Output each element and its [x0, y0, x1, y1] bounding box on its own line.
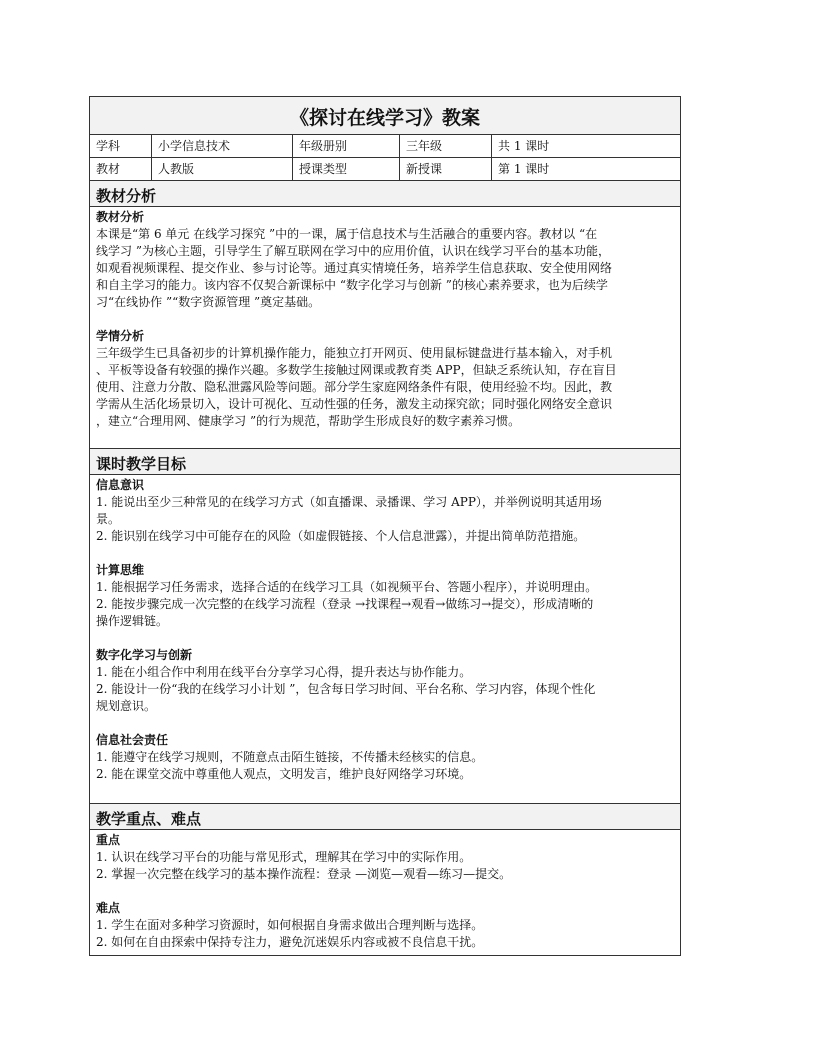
text-line: 如观看视频课程、提交作业、参与讨论等。通过真实情境任务，培养学生信息获取、安全使用网络 [96, 261, 613, 275]
info-cell: 共 1 课时 [498, 139, 550, 153]
section-body [90, 207, 680, 430]
info-cell: 新授课 [400, 158, 492, 180]
text-line: 规划意识。 [96, 699, 157, 713]
text-line: 三年级学生已具备初步的计算机操作能力，能独立打开网页、使用鼠标键盘进行基本输入，对手机 [96, 346, 613, 360]
info-cell: 三年级 [400, 135, 492, 157]
info-row-textbook [90, 158, 680, 181]
text-line: 2. 能设计一份“我的在线学习小计划 ”，包含每日学习时间、平台名称、学习内容，体现个性化 [96, 682, 596, 696]
subsection-title: 难点 [96, 901, 121, 915]
section-goals [90, 449, 680, 804]
info-cell: 人教版 [152, 158, 293, 180]
text-line: 本课是“第 6 单元 在线学习探究 ”中的一课，属于信息技术与生活融合的重要内容。教材以 “在 [96, 227, 598, 241]
text-line: 操作逻辑链。 [96, 614, 169, 628]
lesson-plan-table [89, 96, 681, 956]
section-heading: 教材分析 [90, 181, 680, 207]
info-cell: 第 1 课时 [498, 162, 550, 176]
text-line: 学需从生活化场景切入，设计可视化、互动性强的任务，激发主动探究欲；同时强化网络安全意识 [96, 397, 613, 411]
text-line: 2. 掌握一次完整在线学习的基本操作流程：登录 —浏览—观看—练习—提交。 [96, 867, 512, 881]
section-heading: 课时教学目标 [90, 449, 680, 475]
text-line: 1. 能说出至少三种常见的在线学习方式（如直播课、录播课、学习 APP），并举例说明其适用场 [96, 495, 602, 509]
info-cell: 小学信息技术 [152, 135, 293, 157]
text-line: 使用、注意力分散、隐私泄露风险等问题。部分学生家庭网络条件有限，使用经验不均。因此，教 [96, 380, 613, 394]
text-line: 1. 能在小组合作中利用在线平台分享学习心得，提升表达与协作能力。 [96, 665, 472, 679]
info-cell: 年级册别 [293, 135, 400, 157]
subsection-title: 教材分析 [96, 210, 145, 224]
subsection-title: 信息社会责任 [96, 733, 169, 747]
text-line: 习“在线协作 ”“数字资源管理 ”奠定基础。 [96, 295, 321, 309]
subsection-title: 学情分析 [96, 329, 145, 343]
text-line: 1. 学生在面对多种学习资源时，如何根据自身需求做出合理判断与选择。 [96, 918, 484, 932]
text-line: ，建立“合理用网、健康学习 ”的行为规范，帮助学生形成良好的数字素养习惯。 [96, 414, 521, 428]
subsection-title: 计算思维 [96, 563, 145, 577]
info-row-subject [90, 135, 680, 158]
text-line: 线学习 ”为核心主题，引导学生了解互联网在学习中的应用价值，认识在线学习平台的基本功能， [96, 244, 610, 258]
text-line: 、平板等设备有较强的操作兴趣。多数学生接触过网课或教育类 APP，但缺乏系统认知，存在盲目 [96, 363, 617, 377]
info-cell: 学科 [90, 135, 152, 157]
text-line: 和自主学习的能力。该内容不仅契合新课标中 “数字化学习与创新 ”的核心素养要求，也为后续学 [96, 278, 608, 292]
subsection-title: 重点 [96, 833, 121, 847]
text-line: 2. 能按步骤完成一次完整的在线学习流程（登录 →找课程→观看→做练习→提交），形成清晰的 [96, 597, 594, 611]
section-heading: 教学重点、难点 [90, 804, 680, 830]
text-line: 1. 认识在线学习平台的功能与常见形式，理解其在学习中的实际作用。 [96, 850, 472, 864]
subsection-title: 信息意识 [96, 478, 145, 492]
text-line: 景。 [96, 512, 121, 526]
text-line: 1. 能遵守在线学习规则，不随意点击陌生链接，不传播未经核实的信息。 [96, 750, 484, 764]
text-line: 2. 能识别在线学习中可能存在的风险（如虚假链接、个人信息泄露），并提出简单防范措施。 [96, 529, 586, 543]
document-title: 《探讨在线学习》教案 [90, 97, 680, 135]
text-line: 2. 如何在自由探索中保持专注力，避免沉迷娱乐内容或被不良信息干扰。 [96, 935, 484, 949]
text-line: 1. 能根据学习任务需求，选择合适的在线学习工具（如视频平台、答题小程序），并说明理由。 [96, 580, 598, 594]
section-body [90, 830, 680, 951]
info-cell: 授课类型 [293, 158, 400, 180]
section-key-points [90, 804, 680, 955]
text-line: 2. 能在课堂交流中尊重他人观点，文明发言，维护良好网络学习环境。 [96, 767, 472, 781]
section-analysis [90, 181, 680, 449]
info-cell: 教材 [90, 158, 152, 180]
subsection-title: 数字化学习与创新 [96, 648, 193, 662]
section-body [90, 475, 680, 783]
